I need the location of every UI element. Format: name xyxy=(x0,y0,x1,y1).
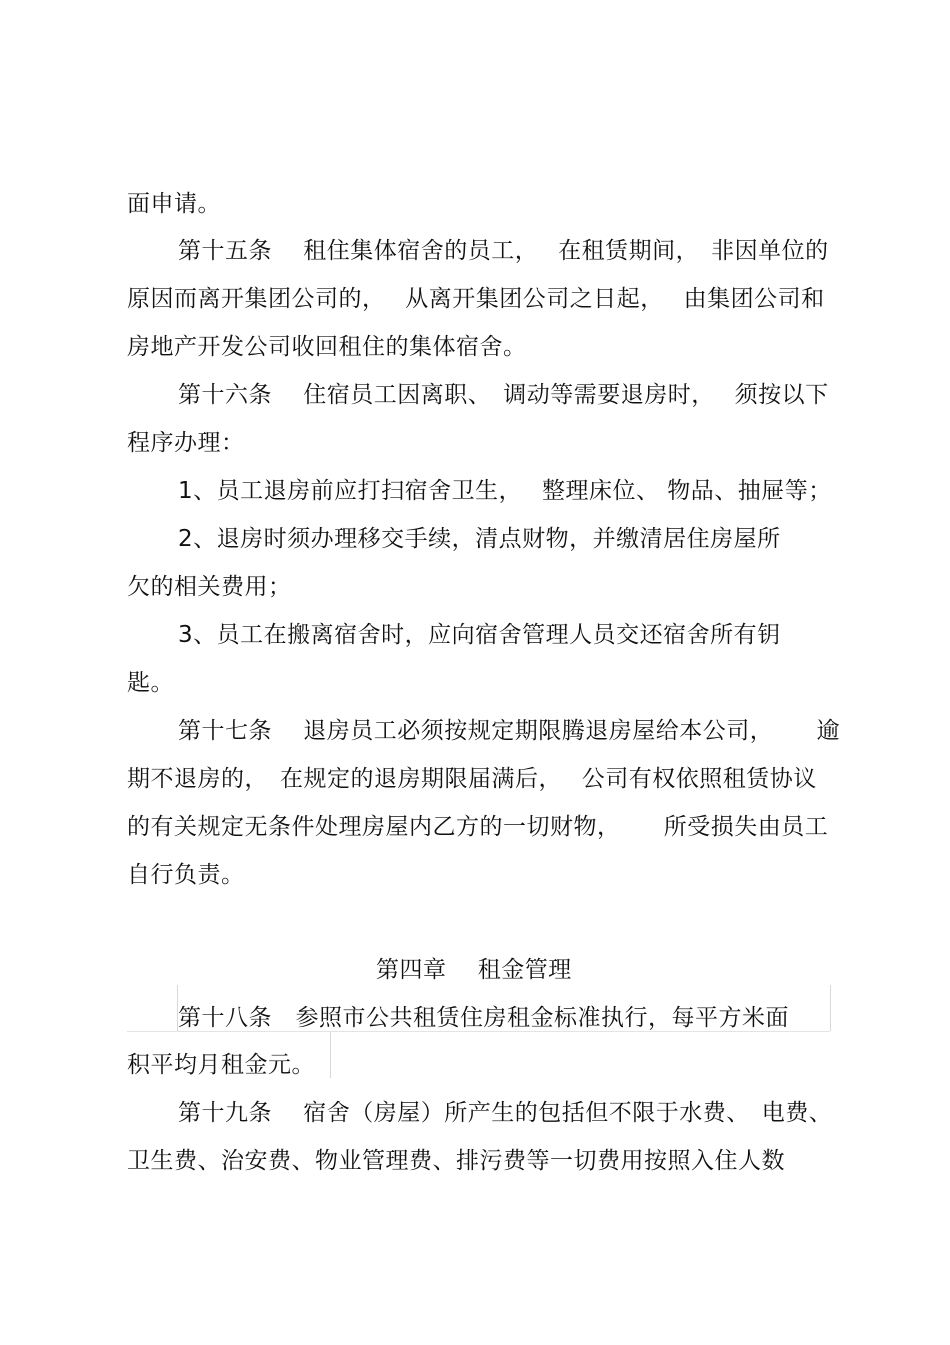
text-line: 自行负责。 xyxy=(127,862,245,888)
text-line: 第十八条 参照市公共租赁住房租金标准执行，每平方米面 xyxy=(178,1005,789,1031)
text-line: 卫生费、治安费、物业管理费、排污费等一切费用按照入住人数 xyxy=(127,1148,785,1174)
text-line: 期不退房的， 在规定的退房期限届满后， 公司有权依照租赁协议 xyxy=(127,766,817,792)
text-line: 1、员工退房前应打扫宿舍卫生， 整理床位、 物品、抽屉等； xyxy=(178,478,832,504)
text-line: 3、员工在搬离宿舍时，应向宿舍管理人员交还宿舍所有钥 xyxy=(178,622,781,648)
table-border-right xyxy=(830,985,831,1031)
text-line: 程序办理： xyxy=(127,430,245,456)
text-line: 第十五条 租住集体宿舍的员工， 在租赁期间， 非因单位的 xyxy=(178,238,829,264)
table-border-mid xyxy=(330,1032,331,1078)
text-line: 的有关规定无条件处理房屋内乙方的一切财物， 所受损失由员工 xyxy=(127,814,829,840)
text-line: 面申请。 xyxy=(127,191,221,217)
text-line: 房地产开发公司收回租住的集体宿舍。 xyxy=(127,334,527,360)
text-line: 积平均月租金元。 xyxy=(127,1052,315,1078)
chapter-title: 第四章 租金管理 xyxy=(376,957,572,983)
text-line: 第十九条 宿舍（房屋）所产生的包括但不限于水费、 电费、 xyxy=(178,1100,833,1126)
text-line: 欠的相关费用； xyxy=(127,574,292,600)
text-line: 2、退房时须办理移交手续，清点财物，并缴清居住房屋所 xyxy=(178,526,781,552)
text-line: 原因而离开集团公司的， 从离开集团公司之日起， 由集团公司和 xyxy=(127,286,825,312)
text-line: 匙。 xyxy=(127,670,174,696)
text-line: 第十六条 住宿员工因离职、 调动等需要退房时， 须按以下 xyxy=(178,382,829,408)
text-line: 第十七条 退房员工必须按规定期限腾退房屋给本公司， 逾 xyxy=(178,718,841,744)
